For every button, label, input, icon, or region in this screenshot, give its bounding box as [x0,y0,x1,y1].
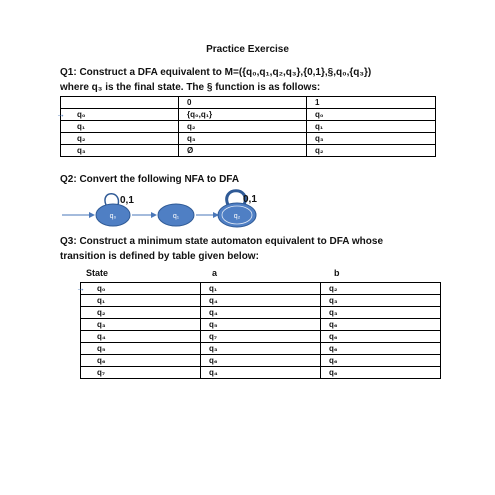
table-header-a: a [212,268,218,278]
q1-transition-table [60,96,436,157]
table-row [81,343,441,355]
table-cell: q₃ [81,319,201,331]
table-cell: Ø [179,145,307,157]
table-header-row [61,97,436,109]
loop-label: 0,1 [243,194,257,205]
table-cell: q₁ [81,295,201,307]
table-cell: q₁ [201,283,321,295]
table-cell: q₆ [201,355,321,367]
table-header-state: State [86,268,109,278]
self-loop-icon [105,194,119,205]
table-row [61,121,436,133]
table-cell: q₃ [307,133,436,145]
table-cell: q₆ [321,355,441,367]
nfa-diagram [60,188,300,238]
table-cell: q₀ [81,283,201,295]
table-cell: q₂ [61,133,179,145]
table-cell: q₂ [307,145,436,157]
table-cell: q₆ [321,331,441,343]
start-state-arrow-icon: → [56,109,65,119]
table-header-cell [61,97,179,109]
q1-question-line2: where q₃ is the final state. The § function is as follows: [60,82,321,93]
state-label: q₀ [109,213,117,220]
q2-question: Q2: Convert the following NFA to DFA [60,174,240,185]
table-row [81,319,441,331]
table-cell: q₀ [307,109,436,121]
table-cell: q₆ [321,367,441,379]
table-cell: q₅ [201,319,321,331]
table-cell: q₃ [179,133,307,145]
table-cell: q₃ [61,145,179,157]
table-cell: q₁ [307,121,436,133]
table-cell: q₆ [321,319,441,331]
table-cell: q₂ [81,307,201,319]
table-cell: q₄ [201,295,321,307]
state-label: q₂ [233,213,241,220]
table-cell: q₇ [81,367,201,379]
table-cell: {q₀,q₁} [179,109,307,121]
table-cell: q₃ [201,343,321,355]
table-row [81,355,441,367]
page-title: Practice Exercise [206,44,289,55]
table-row [81,367,441,379]
table-cell: q₀ [61,109,179,121]
table-header-cell: 1 [307,97,436,109]
table-header-cell: 0 [179,97,307,109]
q3-question-line1: Q3: Construct a minimum state automaton equivalent to DFA whose [60,236,384,247]
table-cell: q₄ [81,331,201,343]
table-row [81,295,441,307]
table-header-b: b [334,268,340,278]
table-row [61,109,436,121]
table-cell: q₁ [61,121,179,133]
table-row [81,283,441,295]
table-row [81,331,441,343]
q3-question-line2: transition is defined by table given below: [60,251,259,262]
table-cell: q₂ [179,121,307,133]
loop-label: 0,1 [120,195,134,206]
state-label: q₁ [172,213,180,220]
table-cell: q₆ [81,355,201,367]
table-cell: q₂ [321,283,441,295]
table-cell: q₃ [321,295,441,307]
q1-question-line1: Q1: Construct a DFA equivalent to M=({q₀,q₁,q₂,q₃},{0,1},§,q₀,{q₃}) [60,67,372,78]
table-cell: q₃ [321,307,441,319]
table-cell: q₆ [321,343,441,355]
q3-transition-table [80,282,441,379]
table-cell: q₄ [201,307,321,319]
table-row [81,307,441,319]
table-row [61,145,436,157]
start-state-arrow-icon: → [76,283,85,293]
table-cell: q₅ [81,343,201,355]
table-cell: q₄ [201,367,321,379]
table-cell: q₇ [201,331,321,343]
table-row [61,133,436,145]
